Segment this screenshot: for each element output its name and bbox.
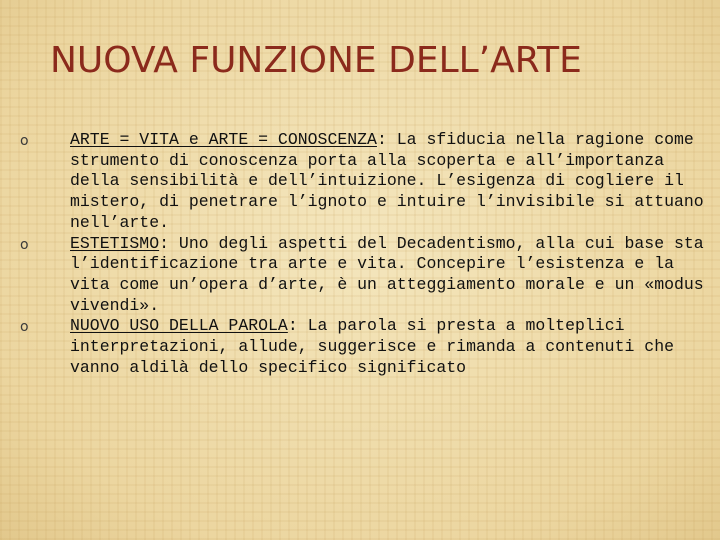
bullet-body: : Uno degli aspetti del Decadentismo, alla cui base sta l’identificazione tra arte e vita. Concepire l’esistenza e la vita come un’opera d’arte, è un atteggiamento morale e un «modus vivendi». xyxy=(70,233,704,315)
bullet-text xyxy=(70,130,710,234)
slide-title: NUOVA FUNZIONE DELL’ARTE xyxy=(50,40,582,81)
bullet-body: : La sfiducia nella ragione come strumento di conoscenza porta alla scoperta e all’importanza della sensibilità e dell’intuizione. L’esigenza di cogliere il mistero, di penetrare l’ignoto e intuire l’invisibile si attuano nell’arte. xyxy=(70,130,704,232)
bullet-marker-icon: o xyxy=(20,319,29,336)
bullet-item-arte-vita xyxy=(20,130,710,234)
bullet-item-nuovo-uso xyxy=(20,316,710,378)
bullet-item-estetismo xyxy=(20,234,710,317)
bullet-term: NUOVO USO DELLA PAROLA xyxy=(70,316,288,336)
bullet-text xyxy=(70,234,710,317)
bullet-list xyxy=(20,130,710,378)
bullet-text xyxy=(70,316,710,378)
bullet-marker-icon: o xyxy=(20,236,29,253)
bullet-term: ESTETISMO xyxy=(70,233,160,253)
bullet-marker-icon: o xyxy=(20,133,29,149)
bullet-term: ARTE = VITA e ARTE = CONOSCENZA xyxy=(70,130,377,149)
bullet-body: : La parola si presta a molteplici interpretazioni, allude, suggerisce e rimanda a contenuti che vanno aldilà dello specifico significato xyxy=(70,316,674,377)
